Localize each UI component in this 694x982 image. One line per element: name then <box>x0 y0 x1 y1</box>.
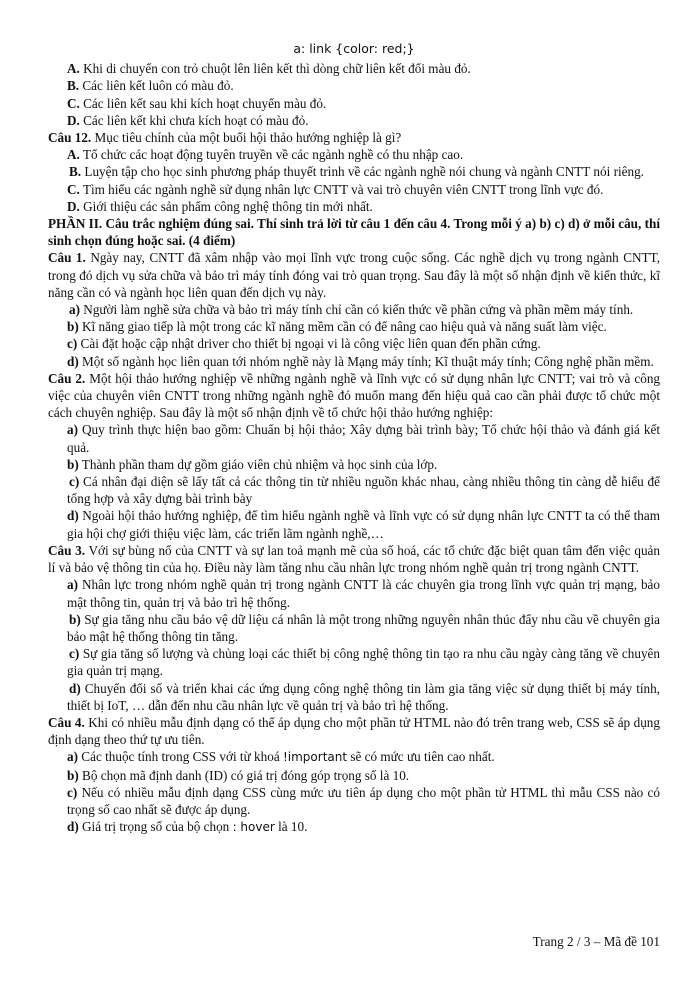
statement-b: b) Sự gia tăng nhu cầu bảo vệ dữ liệu cá nhân là một trong những nguyên nhân thúc đẩy nhu cầu về chuyên gia bảo mật hệ thống thông tin tăng. <box>67 611 660 644</box>
page-footer: Trang 2 / 3 – Mã đề 101 <box>532 934 660 949</box>
question-stem: Câu 4. Khi có nhiều mẫu định dạng có thể áp dụng cho một phần tử HTML nào đó trên trang web, CSS sẽ áp dụng định dạng theo thứ tự ưu tiên. <box>48 714 660 748</box>
statement-d: d) Giá trị trọng số của bộ chọn : hover là 10. <box>67 819 308 835</box>
statement-a: a) Người làm nghề sửa chữa và bảo trì máy tính chỉ cần có kiến thức về phần cứng và phần mềm máy tính. <box>69 302 634 318</box>
true-false-question-4 <box>48 714 660 836</box>
statement-d: d) Ngoài hội thảo hướng nghiệp, để tìm hiểu ngành nghề và lĩnh vực có sử dụng nhân lực CNTT ta có thể tham gia hội chợ giới thiệu việc làm, các triển lãm ngành nghề,… <box>67 508 660 541</box>
statement-c: c) Cài đặt hoặc cập nhật driver cho thiết bị ngoại vi là công việc liên quan đến phần cứng. <box>67 336 541 352</box>
exam-page-content <box>48 40 660 836</box>
true-false-question-2 <box>48 370 660 542</box>
important-keyword: !important <box>282 750 348 765</box>
question-11-options <box>48 60 660 129</box>
option-b: B. Luyện tập cho học sinh phương pháp thuyết trình về các ngành nghề nói chung và ngành CNTT nói riêng. <box>69 164 644 180</box>
true-false-question-1 <box>48 249 660 369</box>
option-d: D. Giới thiệu các sản phẩm công nghệ thông tin mới nhất. <box>67 198 373 214</box>
question-stem: Câu 1. Ngày nay, CNTT đã xâm nhập vào mọi lĩnh vực trong cuộc sống. Các nghề dịch vụ trong ngành CNTT, trong đó dịch vụ sửa chữa và bảo trì máy tính đóng vai trò quan trọng. Sau đây là một số nhận định về kiến thức, kĩ năng cần có và ngành học liên quan đến dịch vụ này. <box>48 250 660 300</box>
css-code-snippet: a: link {color: red;} <box>293 41 415 56</box>
hover-selector: : hover <box>232 820 275 835</box>
statement-d: d) Chuyển đổi số và triển khai các ứng dụng công nghệ thông tin làm gia tăng việc sử dụng thiết bị máy tính, thiết bị IoT, … dẫn đến nhu cầu nhân lực về quản trị và bảo trì hệ thống. <box>67 680 661 713</box>
question-stem: Câu 3. Với sự bùng nổ của CNTT và sự lan toả mạnh mẽ của số hoá, các tổ chức đặc biệt quan tâm đến việc quản lí và bảo vệ thông tin của họ. Điều này làm tăng nhu cầu nhân lực trong nhóm nghề quản trị trong ngành CNTT. <box>48 542 660 576</box>
question-stem: Câu 12. Mục tiêu chính của một buổi hội thảo hướng nghiệp là gì? <box>48 130 402 146</box>
question-12 <box>48 129 660 215</box>
option-b: B. Các liên kết luôn có màu đỏ. <box>67 78 234 94</box>
question-stem: Câu 2. Một hội thảo hướng nghiệp về những ngành nghề và lĩnh vực có sử dụng nhân lực CNTT; vai trò và công việc của chuyên viên CNTT trong những ngành nghề đó muốn mang đến hiệu quả cao cần phải được tổ chức một cách chuyên nghiệp. Sau đây là một số nhận định về tổ chức hội thảo hướng nghiệp: <box>48 370 661 421</box>
statement-a: a) Quy trình thực hiện bao gồm: Chuẩn bị hội thảo; Xây dựng bài trình bày; Tổ chức hội thảo và đánh giá kết quả. <box>67 422 661 455</box>
option-c: C. Các liên kết sau khi kích hoạt chuyển màu đỏ. <box>67 95 327 111</box>
part-2-heading: PHẦN II. Câu trắc nghiệm đúng sai. Thí sinh trả lời từ câu 1 đến câu 4. Trong mỗi ý a) b) c) d) ở mỗi câu, thí sinh chọn đúng hoặc sai. (4 điểm) <box>48 216 660 249</box>
option-c: C. Tìm hiểu các ngành nghề sử dụng nhân lực CNTT và vai trò chuyên viên CNTT trong lĩnh vực đó. <box>67 181 604 197</box>
option-a: A. Tổ chức các hoạt động tuyên truyền về các ngành nghề có thu nhập cao. <box>67 147 464 163</box>
option-d: D. Các liên kết khi chưa kích hoạt có màu đỏ. <box>67 112 309 128</box>
statement-a: a) Nhân lực trong nhóm nghề quản trị trong ngành CNTT là các chuyên gia trong lĩnh vực quản trị mạng, bảo mật thông tin, quản trị và bảo trì hệ thống. <box>67 577 661 610</box>
statement-b: b) Kĩ năng giao tiếp là một trong các kĩ năng mềm cần có để nâng cao hiệu quả và năng suất làm việc. <box>67 319 607 335</box>
true-false-question-3 <box>48 542 660 714</box>
statement-d: d) Một số ngành học liên quan tới nhóm nghề này là Mạng máy tính; Kĩ thuật máy tính; Công nghệ phần mềm. <box>67 353 654 369</box>
statement-c: c) Sự gia tăng số lượng và chủng loại các thiết bị công nghệ thông tin tạo ra nhu cầu ngày càng tăng về chuyên gia quản trị mạng. <box>67 646 661 679</box>
statement-c: c) Nếu có nhiều mẫu định dạng CSS cùng mức ưu tiên áp dụng cho một phần tử HTML thì mẫu CSS nào có trọng số cao nhất sẽ được áp dụng. <box>67 784 660 817</box>
statement-b: b) Bộ chọn mã định danh (ID) có giá trị đóng góp trọng số là 10. <box>67 767 410 783</box>
option-a: A. Khi di chuyển con trỏ chuột lên liên kết thì dòng chữ liên kết đổi màu đỏ. <box>67 61 471 77</box>
statement-a: a) Các thuộc tính trong CSS với từ khoá !important sẽ có mức ưu tiên cao nhất. <box>67 749 495 765</box>
statement-c: c) Cá nhân đại diện sẽ lấy tất cả các thông tin từ nhiều nguồn khác nhau, càng nhiều thông tin càng dễ hiểu để tổng hợp và xây dựng bài trình bày <box>67 474 661 507</box>
statement-b: b) Thành phần tham dự gồm giáo viên chủ nhiệm và học sinh của lớp. <box>67 456 438 472</box>
